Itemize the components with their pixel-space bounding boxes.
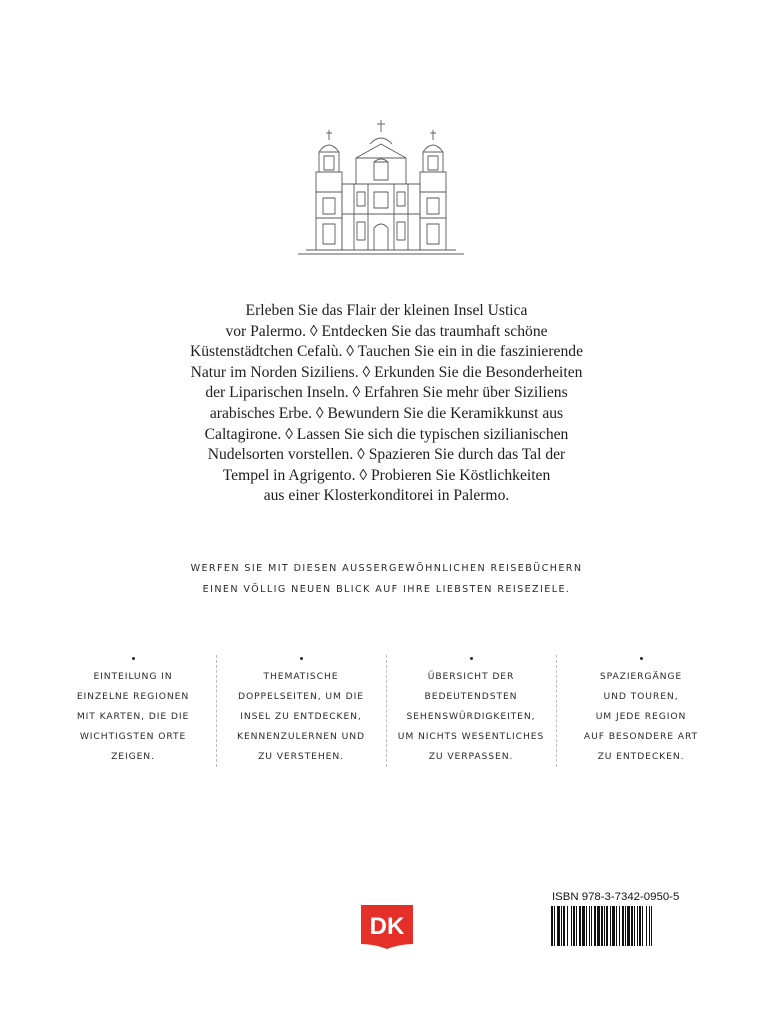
feature-line: SPAZIERGÄNGE — [599, 671, 683, 682]
tagline-line-2: EINEN VÖLLIG NEUEN BLICK AUF IHRE LIEBSTEN REISEZIELE. — [202, 584, 571, 595]
barcode-bar — [639, 906, 641, 946]
description-line: Küstenstädtchen Cefalù. ◊ Tauchen Sie ein in die faszinierende — [189, 343, 583, 361]
bullet-dot-icon — [640, 657, 643, 660]
barcode-bar — [551, 906, 553, 946]
barcode-bar — [627, 906, 630, 946]
description-line: Caltagirone. ◊ Lassen Sie sich die typischen sizilianischen — [204, 425, 569, 443]
feature-line: ZEIGEN. — [111, 751, 155, 762]
feature-line: WICHTIGSTEN ORTE — [79, 731, 187, 742]
barcode-bar — [567, 906, 568, 946]
barcode-bar — [589, 906, 590, 946]
barcode-bar — [646, 906, 647, 946]
feature-line: ZU ENTDECKEN. — [597, 751, 685, 762]
feature-column-sights — [396, 657, 546, 767]
feature-line: MIT KARTEN, DIE DIE — [76, 711, 190, 722]
column-divider — [386, 655, 387, 767]
bullet-dot-icon — [470, 657, 473, 660]
description-text — [140, 301, 633, 507]
barcode-bar — [625, 906, 626, 946]
feature-line: THEMATISCHE — [263, 671, 339, 682]
barcode-bar — [594, 906, 596, 946]
feature-line: DOPPELSEITEN, UM DIE — [238, 691, 364, 702]
barcode-bar — [604, 906, 605, 946]
feature-line: INSEL ZU ENTDECKEN, — [240, 711, 362, 722]
barcode-bar — [649, 906, 650, 946]
feature-line: ÜBERSICHT DER — [427, 671, 515, 682]
barcode-bar — [612, 906, 615, 946]
isbn-label: ISBN 978-3-7342-0950-5 — [552, 891, 680, 903]
barcode-bar — [557, 906, 560, 946]
barcode-bar — [573, 906, 575, 946]
barcode-bar — [576, 906, 577, 946]
feature-line: EINZELNE REGIONEN — [76, 691, 190, 702]
barcode-bar — [634, 906, 635, 946]
barcode-bar — [579, 906, 581, 946]
barcode-bar — [582, 906, 585, 946]
barcode-bar — [561, 906, 562, 946]
description-line: Nudelsorten vorstellen. ◊ Spazieren Sie durch das Tal der — [207, 446, 566, 464]
description-line: aus einer Klosterkonditorei in Palermo. — [263, 487, 510, 505]
description-line: der Liparischen Inseln. ◊ Erfahren Sie mehr über Siziliens — [205, 384, 568, 402]
dk-logo-icon — [360, 904, 414, 950]
feature-line: ZU VERPASSEN. — [428, 751, 514, 762]
feature-line: KENNENZULERNEN UND — [237, 731, 365, 742]
feature-line: UM NICHTS WESENTLICHES — [397, 731, 545, 742]
feature-line: BEDEUTENDSTEN — [424, 691, 518, 702]
barcode-icon — [551, 906, 677, 946]
feature-line: EINTEILUNG IN — [93, 671, 173, 682]
barcode-bar — [616, 906, 617, 946]
bullet-dot-icon — [300, 657, 303, 660]
barcode-bar — [554, 906, 555, 946]
description-line: vor Palermo. ◊ Entdecken Sie das traumhaft schöne — [225, 322, 548, 340]
column-divider — [556, 655, 557, 767]
cathedral-icon — [298, 118, 464, 256]
tagline-line-1: WERFEN SIE MIT DIESEN AUSSERGEWÖHNLICHEN REISEBÜCHERN — [190, 563, 583, 574]
feature-column-regions — [58, 657, 208, 767]
description-line: Tempel in Agrigento. ◊ Probieren Sie Köstlichkeiten — [222, 466, 551, 484]
description-line: Natur im Norden Siziliens. ◊ Erkunden Sie die Besonderheiten — [190, 363, 583, 381]
barcode-bar — [631, 906, 633, 946]
feature-line: ZU VERSTEHEN. — [258, 751, 344, 762]
feature-column-themes — [226, 657, 376, 767]
barcode-bar — [610, 906, 611, 946]
barcode-bar — [651, 906, 652, 946]
feature-line: AUF BESONDERE ART — [583, 731, 699, 742]
barcode-bar — [606, 906, 608, 946]
bullet-dot-icon — [132, 657, 135, 660]
feature-line: UM JEDE REGION — [595, 711, 687, 722]
barcode-bar — [591, 906, 592, 946]
barcode-bar — [601, 906, 603, 946]
barcode-bar — [637, 906, 638, 946]
barcode-bar — [619, 906, 620, 946]
description-line: arabisches Erbe. ◊ Bewundern Sie die Keramikkunst aus — [209, 404, 564, 422]
feature-line: UND TOUREN, — [603, 691, 679, 702]
barcode-bar — [563, 906, 565, 946]
logo-text: DK — [369, 913, 405, 940]
barcode-bar — [586, 906, 587, 946]
barcode-bar — [642, 906, 643, 946]
feature-column-tours — [566, 657, 716, 767]
barcode-bar — [571, 906, 572, 946]
barcode-bar — [597, 906, 600, 946]
barcode-bar — [622, 906, 624, 946]
column-divider — [216, 655, 217, 767]
feature-line: SEHENSWÜRDIGKEITEN, — [406, 711, 536, 722]
description-line: Erleben Sie das Flair der kleinen Insel Ustica — [245, 302, 528, 319]
